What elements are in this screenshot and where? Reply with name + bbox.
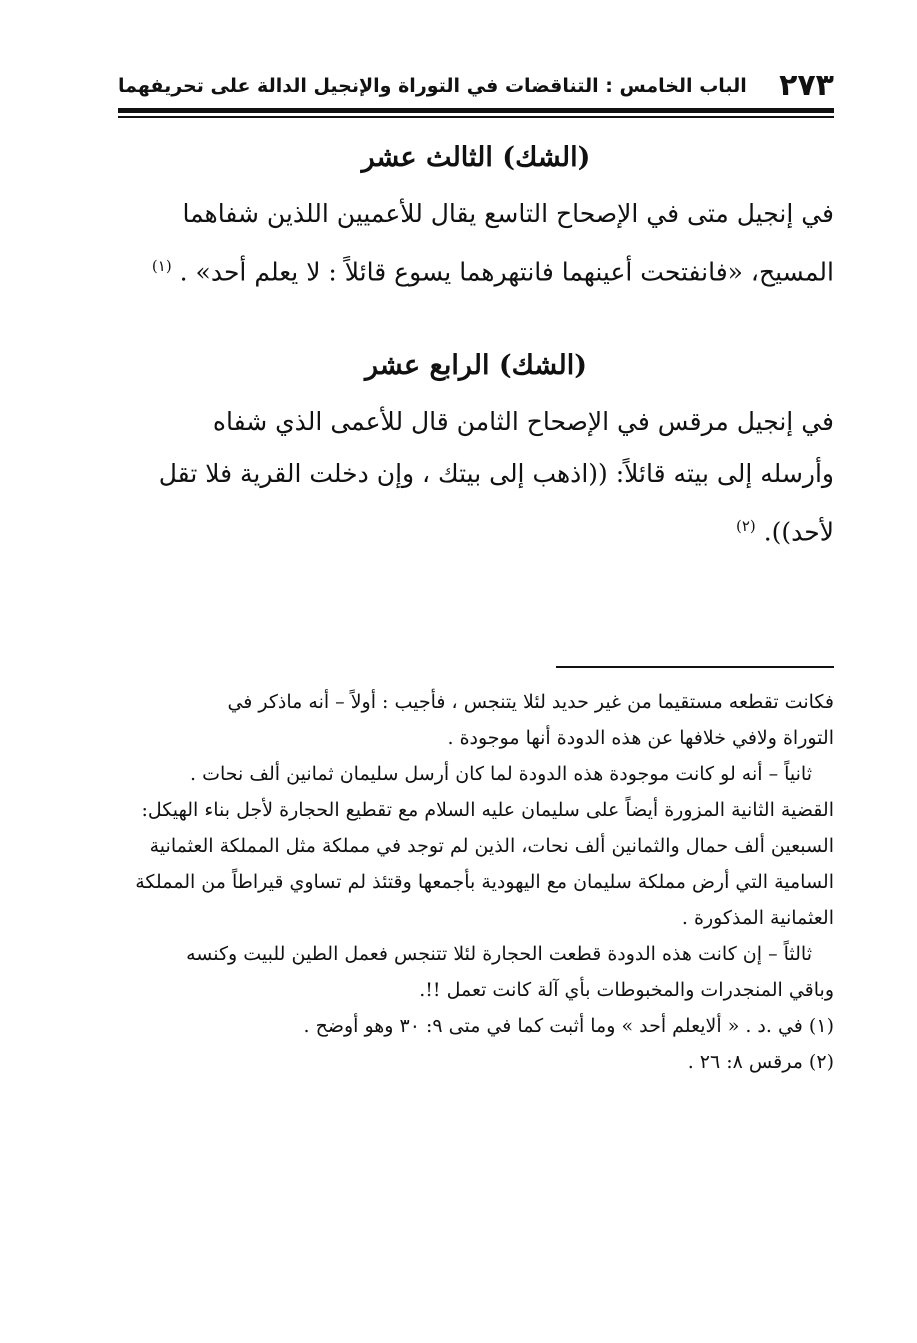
footnotes: [118, 684, 834, 1080]
footnote-second-line-4: السامية التي أرض مملكة سليمان مع اليهودية بأجمعها وقتئذ لم تساوي قيراطاً من المملكة: [135, 871, 834, 893]
section-14-body: [118, 396, 834, 558]
footnote-second-line-3: السبعين ألف حمال والثمانين ألف نحات، الذين لم توجد في مملكة مثل المملكة العثمانية: [149, 835, 834, 857]
section-14-line-1: في إنجيل مرقس في الإصحاح الثامن قال للأعمى الذي شفاه: [212, 407, 834, 436]
section-14-line-3: [118, 500, 834, 558]
footnote-continuation-line-1: فكانت تقطعه مستقيما من غير حديد لئلا يتنجس ، فأجيب : أولاً – أنه ماذكر في: [227, 691, 834, 713]
footnote-third-line-1: ثالثاً – إن كانت هذه الدودة قطعت الحجارة لئلا تتنجس فعمل الطين للبيت وكنسه: [186, 943, 812, 965]
footnote-1: (١) في .د . « ألايعلم أحد » وما أثبت كما في متى ٩: ٣٠ وهو أوضح .: [303, 1015, 834, 1037]
section-13-line-1: في إنجيل متى في الإصحاح التاسع يقال للأعميين اللذين شفاهما: [182, 199, 834, 228]
section-heading-14: (الشك) الرابع عشر: [364, 350, 588, 381]
footnote-third-line-2: وباقي المنجدرات والمخبوطات بأي آلة كانت تعمل !!.: [419, 979, 834, 1001]
footnote-continuation-line-2: التوراة ولافي خلافها عن هذه الدودة أنها موجودة .: [447, 727, 834, 749]
page-header: [118, 66, 834, 106]
running-title: الباب الخامس : التناقضات في التوراة والإنجيل الدالة على تحريفهما: [118, 75, 747, 97]
section-13-line-2-text: المسيح، «فانفتحت أعينهما فانتهرهما يسوع قائلاً : لا يعلم أحد» .: [179, 257, 834, 287]
footnote-2: (٢) مرقس ٨: ٢٦ .: [687, 1051, 834, 1073]
page-number: ٢٧٣: [779, 68, 834, 103]
header-rule-thin: [118, 116, 834, 118]
section-heading-13: (الشك) الثالث عشر: [361, 142, 591, 173]
section-14-line-2: وأرسله إلى بيته قائلاً: ((اذهب إلى بيتك ، وإن دخلت القرية فلا تقل: [158, 459, 834, 488]
footnote-second-line-2: القضية الثانية المزورة أيضاً على سليمان عليه السلام مع تقطيع الحجارة لأجل بناء الهيكل:: [141, 799, 834, 821]
footnote-second-line-1: ثانياً – أنه لو كانت موجودة هذه الدودة لما كان أرسل سليمان ثمانين ألف نحات .: [190, 763, 812, 785]
footnote-ref-1: (١): [151, 257, 172, 275]
section-14-line-3-text: لأحد)).: [763, 517, 834, 547]
section-13-line-2: [118, 240, 834, 298]
header-rule-thick: [118, 108, 834, 113]
section-13-body: [118, 188, 834, 298]
footnote-separator: [556, 666, 834, 668]
footnote-second-line-5: العثمانية المذكورة .: [681, 907, 834, 929]
footnote-ref-2: (٢): [735, 517, 756, 535]
